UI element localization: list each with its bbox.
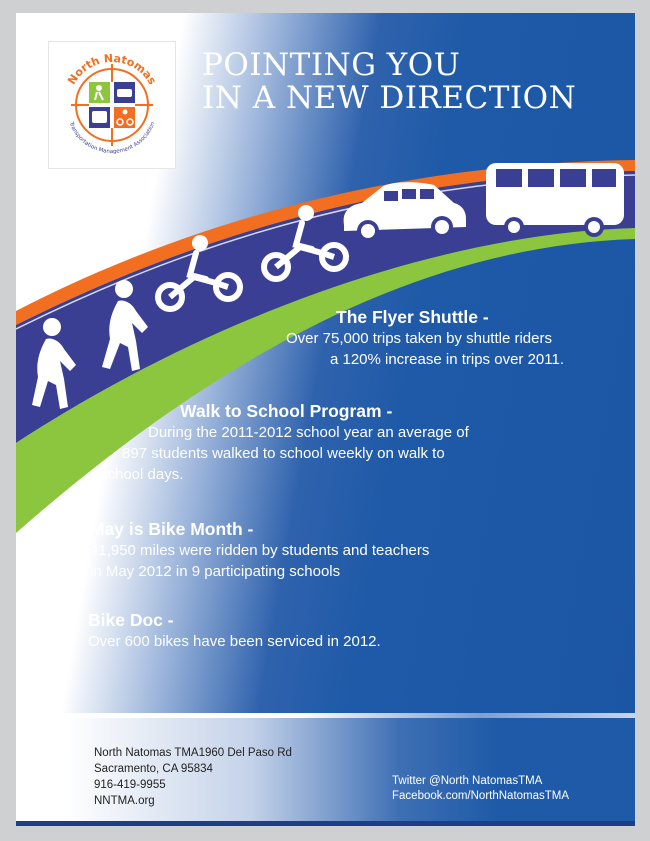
logo-emblem [49, 42, 175, 168]
section-line: Over 600 bikes have been serviced in 2012. [88, 633, 381, 650]
contact-address [94, 745, 292, 809]
section-bike-month [90, 518, 429, 582]
logo [48, 41, 176, 169]
section-line: in May 2012 in 9 participating schools [90, 563, 341, 580]
footer-divider [16, 713, 635, 718]
headline-line-2: IN A NEW DIRECTION [202, 80, 577, 116]
section-flyer-shuttle [262, 306, 622, 370]
logo-bottom-text: Transportation Management Association [67, 121, 157, 156]
headline-line-1: POINTING YOU [202, 47, 461, 83]
footer [16, 713, 635, 826]
section-bike-doc [88, 609, 381, 652]
section-title: Bike Doc - [88, 610, 174, 630]
social-links [392, 774, 569, 804]
section-line: 897 students walked to school weekly on walk to [122, 445, 445, 462]
section-walk-to-school [96, 400, 469, 485]
section-line: school days. [100, 466, 184, 483]
address-line: North Natomas TMA1960 Del Paso Rd [94, 747, 292, 759]
section-line: Over 75,000 trips taken by shuttle riders [286, 330, 552, 347]
facebook-link[interactable]: Facebook.com/NorthNatomasTMA [392, 790, 570, 802]
section-title: Walk to School Program - [180, 401, 393, 421]
section-title: The Flyer Shuttle - [336, 307, 489, 327]
website-link[interactable]: NNTMA.org [94, 795, 155, 807]
logo-top-text: North Natomas [65, 51, 159, 87]
address-line: Sacramento, CA 95834 [94, 763, 213, 775]
flyer-page [16, 13, 635, 826]
headline [202, 49, 576, 115]
section-line: a 120% increase in trips over 2011. [329, 351, 564, 368]
section-line: During the 2011-2012 school year an average of [148, 424, 469, 441]
section-line: 41,950 miles were ridden by students and teachers [90, 542, 430, 559]
twitter-link[interactable]: Twitter @North NatomasTMA [392, 775, 543, 787]
section-title: May is Bike Month - [90, 519, 254, 539]
phone-number: 916-419-9955 [94, 779, 166, 791]
footer-bottom-bar [16, 821, 635, 826]
